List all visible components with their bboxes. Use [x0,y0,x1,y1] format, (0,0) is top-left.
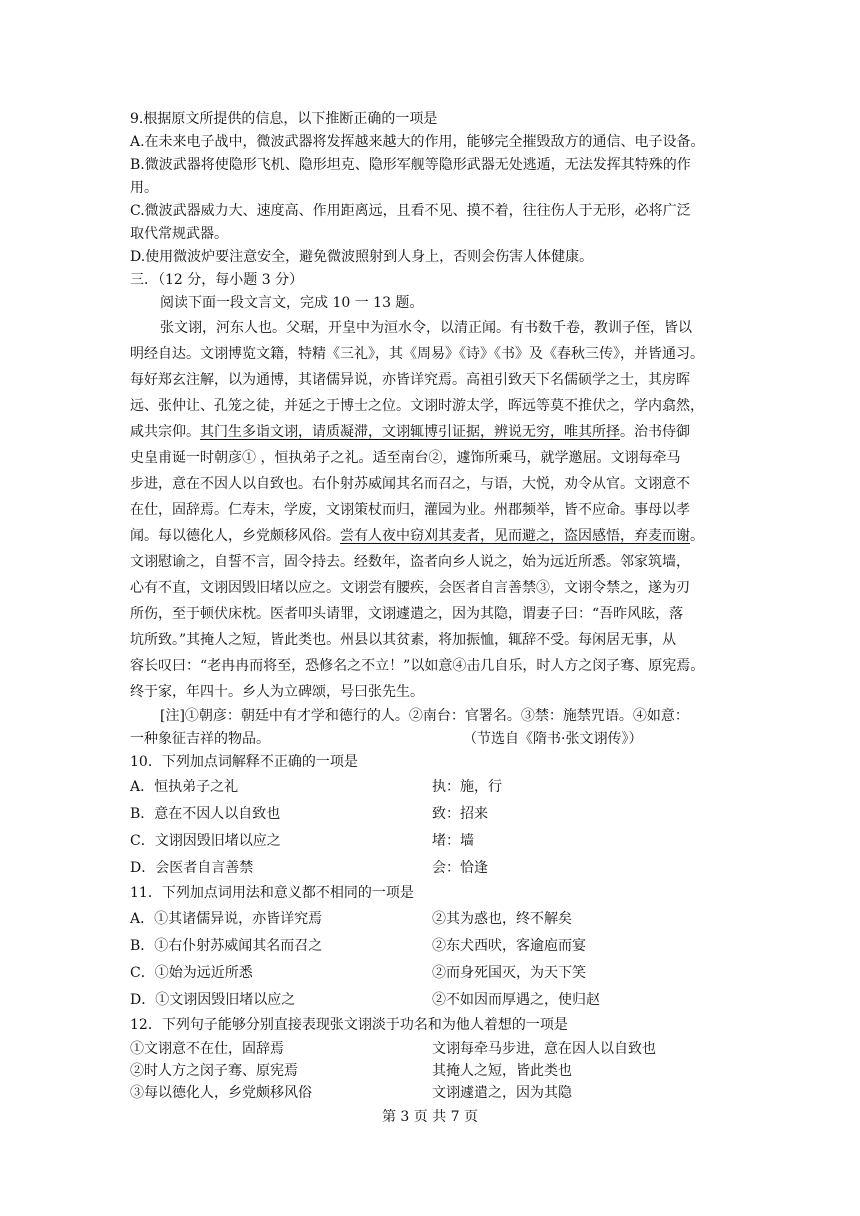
notes-line: 一种象征吉祥的物品。 [130,731,270,747]
q10-option-a: A．恒执弟子之礼 [130,779,239,795]
q10-option-a-answer: 执：施，行 [432,779,502,795]
q12-stem: 12．下列句子能够分别直接表现张文诩淡于功名和为他人着想的一项是 [130,1017,568,1033]
underlined-sentence-1: 其门生多诣文诩，请质凝滞，文诩辄博引证据，辨说无穷，唯其所择 [200,424,620,440]
q12-row1-left: ①文诩意不在仕，固辞焉 [130,1041,284,1057]
source-citation: （节选自《隋书·张文诩传》） [463,731,643,747]
passage-line: 明经自达。文诩博览文籍，特精《三礼》，其《周易》《诗》《书》及《春秋三传》，并皆通习。 [130,346,704,362]
passage-line: 在仕，固辞焉。仁寿末，学废，文诩策杖而归，灌园为业。州郡频举，皆不应命。事母以孝 [130,502,690,518]
passage-line [130,527,730,545]
q11-option-d-2: ②不如因而厚遇之，使归赵 [432,992,600,1008]
q9-option-d: D.使用微波炉要注意安全，避免微波照射到人身上，否则会伤害人体健康。 [130,249,594,265]
q9-option-b-line1: B.微波武器将使隐形飞机、隐形坦克、隐形军舰等隐形武器无处逃遁，无法发挥其特殊的作 [130,157,691,173]
q12-row1-right: 文诩每牵马步进，意在因人以自致也 [432,1041,656,1057]
underlined-sentence-2: 尝有人夜中窃刈其麦者，见而避之，盗因感悟，弃麦而谢 [340,528,690,544]
q11-option-d-1: D．①文诩因毁旧堵以应之 [130,992,296,1008]
q10-option-c-answer: 堵：墙 [432,833,474,849]
passage-line: 文诩慰谕之，自誓不言，固令持去。经数年，盗者向乡人说之，始为远近所悉。邻家筑墙， [130,554,690,570]
q10-stem: 10．下列加点词解释不正确的一项是 [130,754,358,770]
q11-stem: 11．下列加点词用法和意义都不相同的一项是 [130,885,414,901]
q11-option-c-1: C．①始为远近所悉 [130,965,253,981]
passage-text: 咸共宗仰。 [130,424,200,440]
passage-line: 张文诩，河东人也。父琚，开皇中为洹水令，以清正闻。有书数千卷，教训子侄，皆以 [160,320,692,336]
q10-option-d-answer: 会：恰逢 [432,860,488,876]
q11-option-b-2: ②东犬西吠，客逾庖而宴 [432,938,586,954]
passage-line: 史皇甫诞一时朝彦① ，恒执弟子之礼。适至南台②，遽饰所乘马，就学邀屈。文诩每牵马 [130,450,681,466]
passage-line: 远、张仲让、孔笼之徒，并延之于博士之位。文诩时游太学，晖远等莫不推伏之，学内翕然， [130,398,704,414]
passage-text: 。 [690,528,704,544]
page-footer: 第 3 页 共 7 页 [381,1109,479,1125]
q9-stem: 9.根据原文所提供的信息，以下推断正确的一项是 [130,111,438,127]
section3-heading: 三．（12 分，每小题 3 分） [130,272,304,288]
q12-row2-right: 其掩人之短，皆此类也 [432,1063,572,1079]
q11-option-b-1: B．①右仆射苏威闻其名而召之 [130,938,323,954]
q10-option-b: B．意在不因人以自致也 [130,806,281,822]
q9-option-c-line2: 取代常规武器。 [130,226,228,242]
passage-line: 坑所致。”其掩人之短，皆此类也。州县以其贫素，将加振恤，辄辞不受。每闲居无事，从 [130,632,677,648]
q9-option-c-line1: C.微波武器威力大、速度高、作用距离远，且看不见、摸不着，往往伤人于无形，必将广泛 [130,203,691,219]
q10-option-d: D．会医者自言善禁 [130,860,254,876]
passage-line: 每好郑玄注解，以为通博，其诸儒异说，亦皆详究焉。高祖引致天下名儒硕学之士，其房晖 [130,372,690,388]
q12-row3-right: 文诩遽遣之，因为其隐 [432,1085,572,1101]
passage-line: 心有不直，文诩因毁旧堵以应之。文诩尝有腰疾，会医者自言善禁③，文诩令禁之，遂为刃 [130,580,690,596]
q11-option-a-2: ②其为惑也，终不解矣 [432,911,572,927]
passage-line: 所伤，至于顿伏床枕。医者叩头请罪，文诩遽遣之，因为其隐，谓妻子曰：“吾昨风眩，落 [130,606,684,622]
notes-line: [注]①朝彦：朝廷中有才学和德行的人。②南台：官署名。③禁：施禁咒语。④如意： [160,708,689,724]
q11-option-c-2: ②而身死国灭，为天下笑 [432,965,586,981]
q10-option-b-answer: 致：招来 [432,806,488,822]
passage-text: 。治书侍御 [620,424,690,440]
passage-line [130,423,730,441]
q9-option-a: A.在未来电子战中，微波武器将发挥越来越大的作用，能够完全摧毁敌方的通信、电子设备。 [130,134,705,150]
passage-line: 步进，意在不因人以自致也。右仆射苏威闻其名而召之，与语，大悦，劝令从官。文诩意不 [130,476,690,492]
q9-option-b-line2: 用。 [130,180,158,196]
section3-intro: 阅读下面一段文言文，完成 10 一 13 题。 [160,295,424,311]
q12-row2-left: ②时人方之闵子骞、原宪焉 [130,1063,298,1079]
q11-option-a-1: A．①其诸儒异说，亦皆详究焉 [130,911,323,927]
passage-text: 闻。每以德化人，乡党颇移风俗。 [130,528,340,544]
passage-line: 容长叹曰：“老冉冉而将至，恐修名之不立！”以如意④击几自乐，时人方之闵子骞、原宪焉。 [130,658,705,674]
q10-option-c: C．文诩因毁旧堵以应之 [130,833,281,849]
q12-row3-left: ③每以德化人，乡党颇移风俗 [130,1085,312,1101]
passage-line: 终于家，年四十。乡人为立碑颂，号曰张先生。 [130,684,424,700]
